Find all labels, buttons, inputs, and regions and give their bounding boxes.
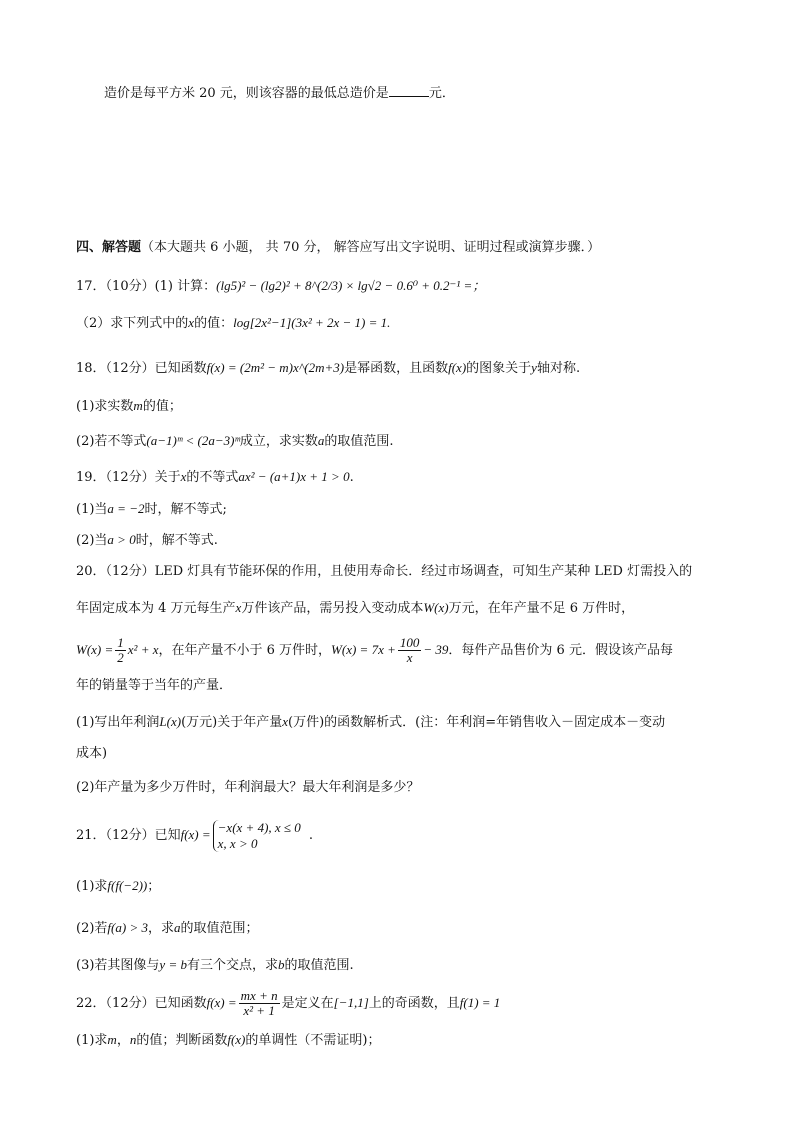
q19-line1 — [76, 467, 744, 488]
q21-p3-text: (3)若其图像与 — [76, 958, 160, 973]
q22-mid: 是定义在 — [281, 996, 334, 1011]
q20-line4 — [76, 676, 744, 696]
q18-expr: f(x) = (2m² − m)x^(2m+3) — [206, 360, 345, 375]
q18-p2-tail: 的取值范围. — [324, 434, 394, 449]
q20-rest1: x² + x — [127, 642, 159, 657]
q21-p1-tail: ； — [147, 879, 161, 894]
q20-frac1 — [115, 636, 126, 665]
q18-p2 — [76, 431, 744, 452]
q20-line2-var: x — [235, 600, 242, 615]
q20-p1-expr: L(x) — [159, 714, 182, 729]
intro-line — [104, 82, 744, 104]
q17-expr: (lg5)² − (lg2)² + 8^(2/3) × lg√2 − 0.6⁰ + 0.2⁻¹ =； — [216, 278, 486, 293]
q19-var: x — [180, 469, 187, 484]
q20-p1-var: x — [282, 714, 289, 729]
answer-blank[interactable] — [389, 82, 429, 97]
q20-line2 — [76, 598, 744, 619]
q17-line2 — [76, 313, 744, 334]
q18-fx: f(x) — [448, 360, 467, 375]
q17-p2-mid: 的值： — [194, 316, 234, 331]
q21-p3 — [76, 955, 744, 976]
q22-p1 — [76, 1030, 744, 1051]
q20-line1-text: 20．（12分）LED 灯具有节能环保的作用，且使用寿命长．经过市场调查，可知生产某种 LED 灯需投入的 — [76, 564, 693, 579]
section4-title: 四、解答题 — [76, 240, 142, 255]
q20-p2-text: (2)年产量为多少万件时，年利润最大？最大年利润是多少？ — [76, 780, 420, 795]
q20-line2b: 万件该产品，需另投入变动成本 — [241, 601, 424, 616]
q21-p2-tail: 的取值范围； — [180, 921, 259, 936]
q18-label: 18．（12分）已知函数 — [76, 361, 207, 376]
q20-line1 — [76, 562, 744, 582]
q20-line2-expr: W(x) — [423, 600, 449, 615]
q19-expr: ax² − (a+1)x + 1 > 0 — [238, 469, 350, 484]
q22-fx: f(x) = — [206, 995, 237, 1010]
q20-p1d: 成本) — [76, 746, 108, 761]
q20-line2a: 年固定成本为 4 万元每生产 — [76, 601, 236, 616]
q20-p2 — [76, 778, 744, 798]
q18-p1-text: (1)求实数 — [76, 399, 134, 414]
q18-p2-text: (2)若不等式 — [76, 434, 147, 449]
section4-desc: （本大题共 6 小题， 共 70 分， 解答应写出文字说明、证明过程或演算步骤．） — [141, 240, 601, 255]
q22-frac-den: x² + 1 — [243, 1003, 275, 1018]
q18-line1 — [76, 358, 744, 379]
q20-p1-cont — [76, 744, 744, 764]
q20-line3 — [76, 634, 744, 667]
q18-p1 — [76, 396, 744, 417]
q18-tail2: 轴对称. — [536, 361, 581, 376]
q18-p2-mid: 成立，求实数 — [239, 434, 318, 449]
q20-line4-text: 年的销量等于当年的产量． — [76, 678, 233, 693]
q17-p2-var: x — [188, 315, 195, 330]
q20-w1: W(x) = — [76, 642, 114, 657]
q18-p2-var: a — [317, 433, 325, 448]
q19-p2-text: (2)当 — [76, 533, 108, 548]
q22-line1 — [76, 986, 744, 1021]
q19-p1 — [76, 499, 744, 520]
q19-p1-expr: a = −2 — [107, 501, 145, 516]
q21-p2-text: (2)若 — [76, 921, 108, 936]
q20-frac2-num: 100 — [399, 635, 420, 650]
q18-mid: 是幂函数，且函数 — [344, 361, 449, 376]
q17-label: 17．（10分）(1) 计算： — [76, 279, 217, 294]
q21-p1 — [76, 876, 744, 897]
q18-tail: 的图象关于 — [466, 361, 532, 376]
q20-line3-tail: ．每件产品售价为 6 元．假设该产品每 — [448, 643, 673, 658]
section4-header — [76, 238, 744, 258]
q17-p2-label: （2）求下列式中的 — [76, 316, 189, 331]
q22-p1-m: m — [107, 1032, 117, 1047]
q20-p1 — [76, 712, 744, 733]
q22-p1a: (1)求 — [76, 1033, 108, 1048]
q20-line3-mid: ，在年产量不小于 6 万件时， — [158, 643, 332, 658]
q19-p2-expr: a > 0 — [107, 532, 136, 547]
q18-yvar: y — [531, 360, 537, 375]
q22-p1b: 的值；判断函数 — [136, 1033, 228, 1048]
q19-p1-tail: 时，解不等式; — [144, 502, 227, 517]
q21-p2-mid: ，求 — [147, 921, 174, 936]
q21-label: 21．（12分）已知 — [76, 828, 181, 843]
q22-cond: f(1) = 1 — [459, 995, 501, 1010]
q21-case2: x, x > 0 — [217, 835, 258, 851]
q22-mid2: 上的奇函数，且 — [368, 996, 460, 1011]
q20-p1b: (万元)关于年产量 — [181, 715, 283, 730]
q20-frac1-num: 1 — [117, 635, 124, 650]
q20-rest2: − 39 — [423, 642, 449, 657]
q21-p2-expr: f(a) > 3 — [107, 920, 148, 935]
q22-frac-num: mx + n — [240, 988, 278, 1003]
q20-frac1-den: 2 — [117, 650, 124, 665]
q22-label: 22．（12分）已知函数 — [76, 996, 207, 1011]
q22-p1c: 的单调性（不需证明)； — [245, 1033, 381, 1048]
q22-interval: [−1,1] — [333, 995, 369, 1010]
q21-case1: −x(x + 4), x ≤ 0 — [217, 819, 301, 835]
q19-label: 19．（12分）关于 — [76, 470, 181, 485]
q18-p1-tail: 的值； — [142, 399, 182, 414]
q21-p1-text: (1)求 — [76, 879, 108, 894]
q21-line1 — [76, 817, 744, 854]
q20-frac2-den: x — [406, 650, 413, 665]
q22-p1-sep: ， — [116, 1033, 130, 1048]
q20-w2: W(x) = 7x + — [331, 642, 396, 657]
q21-tail: . — [308, 828, 313, 843]
q19-tail: . — [349, 470, 354, 485]
q17-line1 — [76, 276, 744, 297]
q20-p1c: (万件)的函数解析式．(注：年利润=年销售收入－固定成本－变动 — [288, 715, 666, 730]
q21-p2 — [76, 918, 744, 939]
q20-line2c: 万元，在年产量不足 6 万件时， — [448, 601, 635, 616]
intro-text: 造价是每平方米 20 元，则该容器的最低总造价是 — [104, 86, 389, 101]
q19-mid: 的不等式 — [186, 470, 239, 485]
q18-p2-expr: (a−1)ᵐ < (2a−3)ᵐ — [146, 433, 240, 448]
q19-p1-text: (1)当 — [76, 502, 108, 517]
q22-p1-n: n — [129, 1032, 137, 1047]
q22-frac — [239, 989, 280, 1018]
q17-p2-expr: log[2x²−1](3x² + 2x − 1) = 1. — [233, 315, 391, 330]
q19-p2 — [76, 530, 744, 551]
q20-p1a: (1)写出年利润 — [76, 715, 160, 730]
q22-p1-fx: f(x) — [227, 1032, 246, 1047]
q21-p3-tail: 的取值范围. — [284, 958, 354, 973]
q21-p3-expr: y = b — [159, 957, 187, 972]
q21-fx: f(x) = — [180, 827, 211, 842]
q21-p3-mid: 有三个交点，求 — [186, 958, 278, 973]
q20-frac2 — [398, 636, 422, 665]
q21-piecewise — [213, 820, 301, 852]
q21-p3-var: b — [277, 957, 285, 972]
q21-p2-var: a — [173, 920, 181, 935]
intro-tail: 元． — [428, 86, 455, 101]
q18-p1-var: m — [133, 398, 143, 413]
q19-p2-tail: 时，解不等式. — [135, 533, 218, 548]
q21-p1-expr: f(f(−2)) — [107, 878, 148, 893]
